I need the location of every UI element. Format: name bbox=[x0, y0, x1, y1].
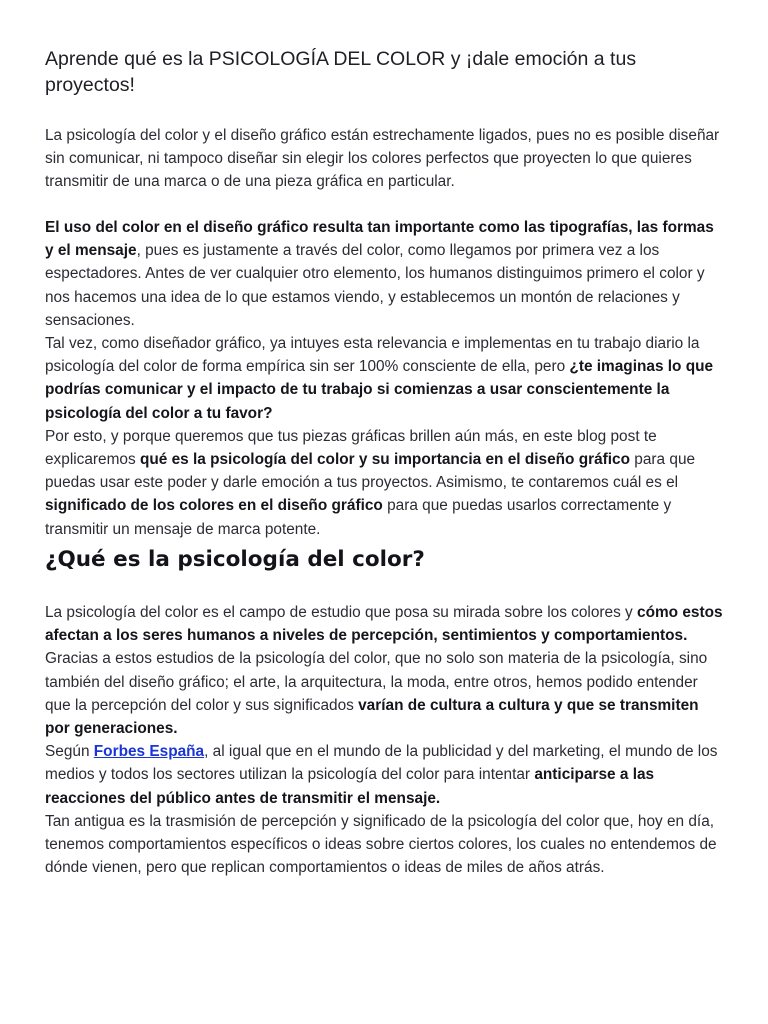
paragraph-text: para que puedas usarlos correctamente y transmitir un mensaje de marca potente. bbox=[45, 497, 672, 538]
definition-section bbox=[45, 601, 723, 879]
paragraph-text: La psicología del color es el campo de estudio que posa su mirada sobre los colores y bbox=[45, 604, 638, 621]
paragraph-definition bbox=[45, 601, 723, 647]
section-heading: ¿Qué es la psicología del color? bbox=[45, 547, 425, 572]
paragraph-forbes bbox=[45, 740, 723, 810]
paragraph-text: Tal vez, como diseñador gráfico, ya intuyes esta relevancia e implementas en tu trabajo diario la psicología del color de forma empírica sin ser 100% consciente de ella, pero bbox=[45, 335, 700, 376]
intro-section bbox=[45, 124, 723, 194]
emphasis-text: qué es la psicología del color y su importancia en el diseño gráfico bbox=[139, 451, 631, 469]
forbes-link[interactable]: Forbes España bbox=[93, 743, 205, 761]
paragraph-ancient-transmission: Tan antigua es la trasmisión de percepción y significado de la psicología del color que, hoy en día, tenemos comportamientos específicos o ideas sobre ciertos colores, los cuales no entendemos de dónde vienen, pero que replican comportamientos o ideas de miles de años atrás. bbox=[45, 812, 717, 877]
paragraph-text: Según bbox=[45, 743, 94, 761]
emphasis-text: significado de los colores en el diseño gráfico bbox=[45, 497, 383, 515]
emphasis-text: cómo estos afectan a los seres humanos a niveles de percepción, sentimientos y comportamientos. bbox=[45, 604, 723, 645]
intro-paragraph: La psicología del color y el diseño gráfico están estrechamente ligados, pues no es posible diseñar sin comunicar, ni tampoco diseñar sin elegir los colores perfectos que proyecten lo que quieres transmitir de una marca o de una pieza gráfica en particular. bbox=[45, 127, 720, 191]
paragraph-text: , al igual que en el mundo de la publicidad y del marketing, el mundo de los medios y todos los sectores utilizan la psicología del color para intentar bbox=[45, 743, 718, 784]
emphasis-text: El uso del color en el diseño gráfico resulta tan importante como las tipografías, las formas y el mensaje bbox=[45, 219, 714, 260]
paragraph-blog-purpose bbox=[45, 425, 723, 541]
paragraph-text: para que puedas usar este poder y darle emoción a tus proyectos. Asimismo, te contaremos cuál es el bbox=[45, 451, 696, 492]
paragraph-text: Gracias a estos estudios de la psicología del color, que no solo son materia de la psicología, sino también del diseño gráfico; el arte, la arquitectura, la moda, entre otros, hemos podido entender que la percepción del color y sus significados bbox=[45, 650, 708, 714]
body-section bbox=[45, 216, 723, 541]
paragraph-color-importance bbox=[45, 216, 723, 332]
paragraph-studies bbox=[45, 647, 723, 740]
article-title: Aprende qué es la PSICOLOGÍA DEL COLOR y ¡dale emoción a tus proyectos! bbox=[45, 48, 637, 96]
emphasis-text: anticiparse a las reacciones del público antes de transmitir el mensaje. bbox=[45, 766, 655, 807]
emphasis-text: varían de cultura a cultura y que se transmiten por generaciones. bbox=[45, 696, 699, 738]
paragraph-text: Por esto, y porque queremos que tus piezas gráficas brillen aún más, en este blog post te explicaremos bbox=[45, 427, 657, 469]
paragraph-text: , pues es justamente a través del color, como llegamos por primera vez a los espectadores. Antes de ver cualquier otro elemento, los humanos distinguimos primero el color y nos hacemos una idea de lo que estamos viendo, y establecemos un montón de relaciones y sensaciones. bbox=[45, 242, 705, 329]
paragraph-designer-intuition bbox=[45, 332, 723, 425]
emphasis-text: ¿te imaginas lo que podrías comunicar y el impacto de tu trabajo si comienzas a usar conscientemente la psicología del color a tu favor? bbox=[45, 358, 714, 422]
